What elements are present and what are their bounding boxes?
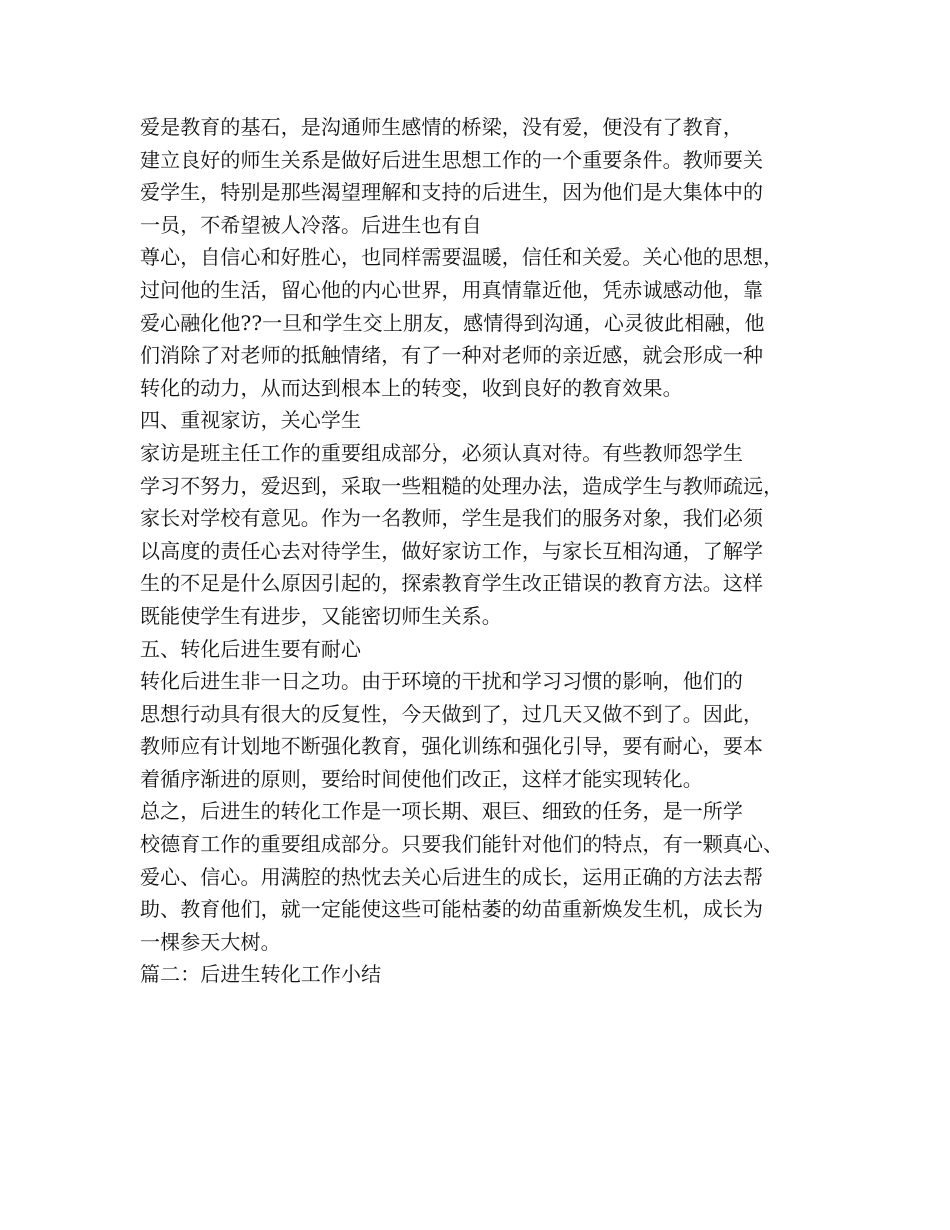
text-line: 总之，后进生的转化工作是一项长期、艰巨、细致的任务，是一所学 <box>140 799 743 824</box>
text-line: 爱学生，特别是那些渴望理解和支持的后进生，因为他们是大集体中的 <box>140 180 764 205</box>
text-line: 爱是教育的基石，是沟通师生感情的桥梁，没有爱，便没有了教育， <box>140 115 743 139</box>
text-line: 助、教育他们，就一定能使这些可能枯萎的幼苗重新焕发生机，成长为 <box>140 897 764 922</box>
chapter-heading: 篇二：后进生转化工作小结 <box>140 962 382 987</box>
text-line: 们消除了对老师的抵触情绪，有了一种对老师的亲近感，就会形成一种 <box>140 343 764 368</box>
text-line: 既能使学生有进步，又能密切师生关系。 <box>140 603 502 628</box>
text-line: 一员，不希望被人冷落。后进生也有自 <box>140 212 482 237</box>
text-line: 建立良好的师生关系是做好后进生思想工作的一个重要条件。教师要关 <box>140 147 764 172</box>
text-line: 以高度的责任心去对待学生，做好家访工作，与家长互相沟通，了解学 <box>140 538 764 563</box>
text-line: 学习不努力，爱迟到，采取一些粗糙的处理办法，造成学生与教师疏远， <box>140 473 784 498</box>
section-heading: 四、重视家访，关心学生 <box>140 408 362 433</box>
section-heading: 五、转化后进生要有耐心 <box>140 636 362 661</box>
text-line: 生的不足是什么原因引起的，探索教育学生改正错误的教育方法。这样 <box>140 571 764 596</box>
text-line: 校德育工作的重要组成部分。只要我们能针对他们的特点，有一颗真心、 <box>140 832 784 857</box>
text-line: 转化后进生非一日之功。由于环境的干扰和学习习惯的影响，他们的 <box>140 669 743 694</box>
text-line: 爱心、信心。用满腔的热忱去关心后进生的成长，运用正确的方法去帮 <box>140 864 764 889</box>
text-line: 爱心融化他??一旦和学生交上朋友，感情得到沟通，心灵彼此相融，他 <box>140 310 765 335</box>
text-line: 教师应有计划地不断强化教育，强化训练和强化引导，要有耐心，要本 <box>140 734 764 759</box>
text-line: 转化的动力，从而达到根本上的转变，收到良好的教育效果。 <box>140 375 683 400</box>
text-line: 过问他的生活，留心他的内心世界，用真情靠近他，凭赤诚感动他，靠 <box>140 277 764 302</box>
text-line: 着循序渐进的原则，要给时间使他们改正，这样才能实现转化。 <box>140 766 703 791</box>
document-body <box>140 111 830 991</box>
text-line: 家长对学校有意见。作为一名教师，学生是我们的服务对象，我们必须 <box>140 506 764 531</box>
text-line: 一棵参天大树。 <box>140 929 281 954</box>
text-line: 家访是班主任工作的重要组成部分，必须认真对待。有些教师怨学生 <box>140 440 743 465</box>
text-line: 思想行动具有很大的反复性，今天做到了，过几天又做不到了。因此， <box>140 701 764 726</box>
text-line: 尊心，自信心和好胜心，也同样需要温暖，信任和关爱。关心他的思想， <box>140 245 784 270</box>
